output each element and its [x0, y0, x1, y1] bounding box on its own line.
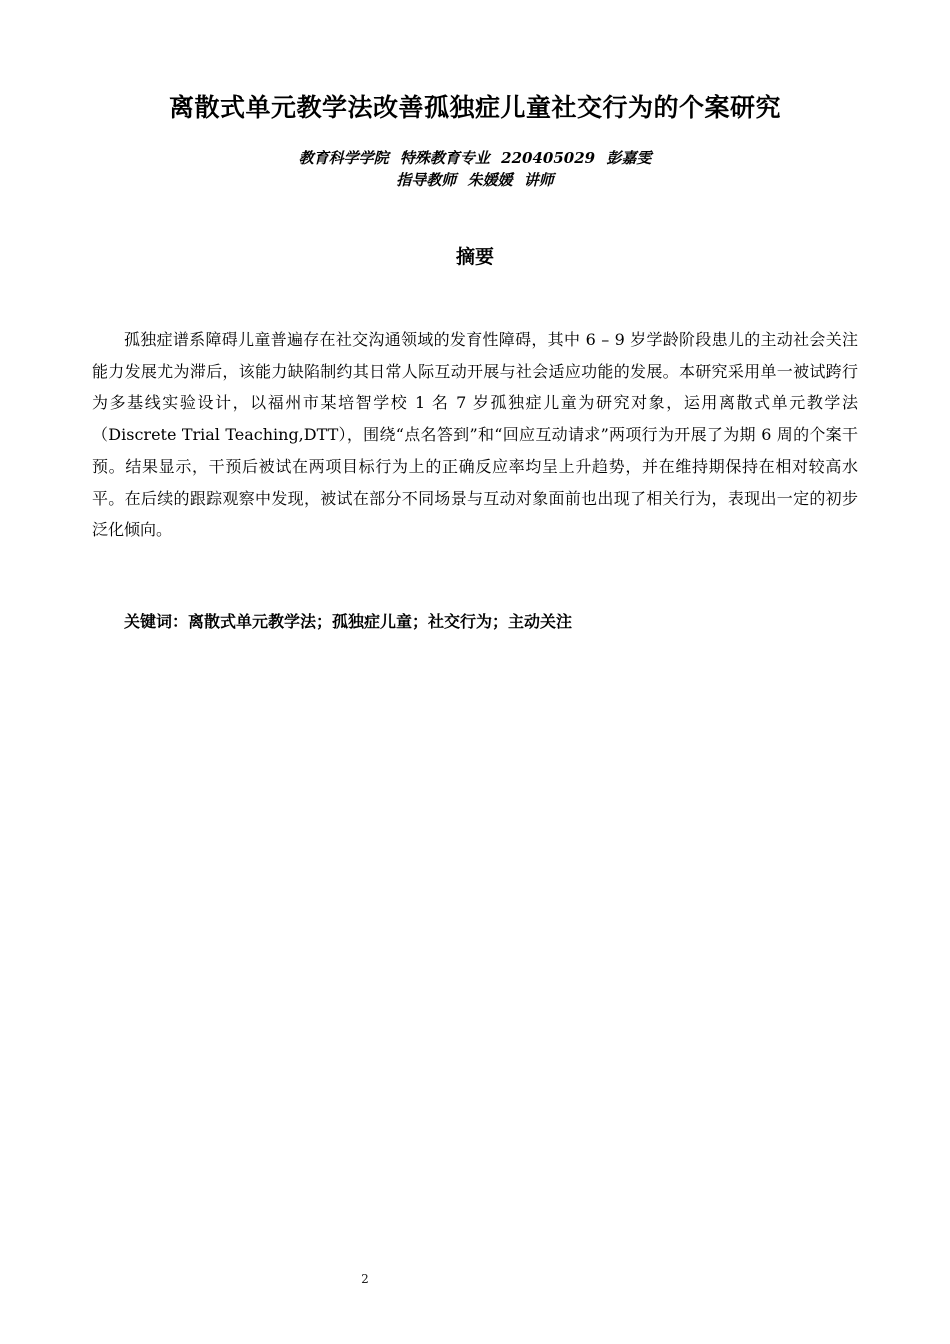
- abstract-heading: 摘要: [455, 246, 494, 268]
- abstract-body: 孤独症谱系障碍儿童普遍存在社交沟通领域的发育性障碍，其中 6 – 9 岁学龄阶段患儿的主动社会关注能力发展尤为滞后，该能力缺陷制约其日常人际互动开展与社会适应功能的发展。本研究采用单一被试跨行为多基线实验设计，以福州市某培智学校 1 名 7 岁孤独症儿童为研究对象，运用离散式单元教学法（Discrete Trial Teaching,DTT），围绕“点名答到”和“回应互动请求”两项行为开展了为期 6 周的个案干预。结果显示，干预后被试在两项目标行为上的正确反应率均呈上升趋势，并在维持期保持在相对较高水平。在后续的跟踪观察中发现，被试在部分不同场景与互动对象面前也出现了相关行为，表现出一定的初步泛化倾向。: [92, 330, 858, 540]
- author-college: 教育科学学院: [298, 149, 389, 167]
- advisor-name: 朱媛媛: [467, 171, 513, 189]
- paper-title: 离散式单元教学法改善孤独症儿童社交行为的个案研究: [168, 93, 781, 122]
- keywords: 关键词：离散式单元教学法；孤独症儿童；社交行为；主动关注: [124, 612, 573, 631]
- advisor-label: 指导教师: [396, 171, 457, 189]
- author-major: 特殊教育专业: [399, 149, 490, 167]
- author-student-id: 220405029: [501, 149, 596, 167]
- advisor-rank: 讲师: [523, 171, 554, 189]
- advisor-line: [0, 169, 950, 191]
- author-name: 彭嘉雯: [606, 149, 652, 167]
- page-number: 2: [361, 1272, 369, 1286]
- author-line: [0, 147, 950, 169]
